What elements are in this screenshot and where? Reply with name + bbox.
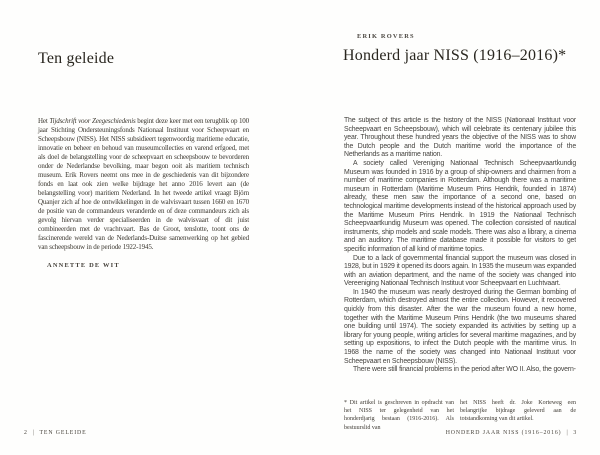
foreword-author: ANNETTE DE WIT bbox=[47, 262, 120, 269]
foreword-body-rest: begint deze keer met een terugblik op 100 jaar Stichting Ondersteuningsfonds Nationaal Instituut voor Scheepvaart en Scheepsbouw (NISS). Het NISS subsidieert tegenwoordig maritieme educatie, innovatie en beheer en behoud van museumcollecties en varend erfgoed, met als doel de belangstelling voor de scheepvaart en scheepsbouw te bevorderen onder de Nederlandse bevolking, maar begon ooit als maritiem technisch museum. Erik Rovers neemt ons mee in de geschiedenis van dit bijzondere fonds en laat ook zien welke bijdrage het anno 2016 levert aan (de belangstelling voor) maritiem Nederland. In het tweede artikel vraagt Björn Quanjer zich af hoe de ontwikkelingen in de walvisvaart tussen 1660 en 1670 de positie van de commandeurs veranderde en of deze commandeurs zich als gevolg hiervan verder specialiseerden in de walvisvaart of dit juist combineerden met de vrachtvaart. Bas de Groot, tenslotte, toont ons de fascinerende wereld van de Nederlands-Duitse samenwerking op het gebied van scheepsbouw in de periode 1922-1945. bbox=[38, 117, 249, 251]
foreword-title: Ten geleide bbox=[38, 50, 115, 67]
article-paragraph: The subject of this article is the history of the NISS (Nationaal Instituut voor Scheepvaart en Scheepsbouw), which will celebrate its centenary jubilee this year. Throughout these hundred years the objective of the NISS was to show the Dutch people and the Dutch maritime world the importance of the Netherlands as a maritime nation. bbox=[344, 117, 576, 159]
page-footer-left bbox=[24, 430, 87, 436]
article-paragraph: A society called Vereniging Nationaal Technisch Scheepvaartkundig Museum was founded in 1916 by a group of ship-owners and chairmen from a number of maritime companies in Rotterdam. Although there was a maritime museum in Rotterdam (Maritime Museum Prins Hendrik, founded in 1874) already, these men saw the importance of a second one, based on technological maritime developments instead of the historical approach used by the Maritime Museum Prins Hendrik. In 1919 the Nationaal Technisch Scheepvaartkundig Museum was opened. The collection consisted of nautical instruments, ship models and scale models. There was also a library, a cinema and an auditory. The maritime database made it possible for visitors to get specific information of all kind of maritime topics. bbox=[344, 159, 576, 253]
page-number-right: 3 bbox=[573, 430, 577, 436]
article-title: Honderd jaar NISS (1916–2016)* bbox=[343, 47, 567, 64]
footnote-column-2: het NISS heeft dr. Joke Korteweg een belangrijke bijdrage geleverd aan de totstandkoming van dit artikel. bbox=[460, 400, 576, 423]
journal-name-italic: Tijdschrift voor Zeegeschiedenis bbox=[49, 117, 136, 125]
page-number-left: 2 bbox=[24, 430, 28, 436]
article-body bbox=[344, 117, 576, 395]
footnote bbox=[344, 399, 576, 432]
footer-divider-left: | bbox=[32, 429, 35, 437]
article-author: ERIK ROVERS bbox=[357, 33, 415, 40]
foreword-body bbox=[38, 117, 249, 252]
running-title-right: HONDERD JAAR NISS (1916–2016) bbox=[445, 430, 562, 436]
article-paragraph: Due to a lack of governmental financial support the museum was closed in 1928, but in 1929 it opened its doors again. In 1935 the museum was expanded with an aviation department, and the name of the society was changed into Vereeniging Nationaal Technisch Instituut voor Scheepvaart en Luchtvaart. bbox=[344, 254, 576, 288]
page-right bbox=[300, 0, 600, 455]
article-paragraph: In 1940 the museum was nearly destroyed during the German bombing of Rotterdam, which destroyed almost the entire collection. However, it recovered quickly from this disaster. After the war the museum found a new home, together with the Maritime Museum Prins Hendrik (the two museums shared one building until 1974). The society expanded its activities by setting up a library for young people, writing articles for several maritime magazines, and by setting up expositions, to infect the Dutch people with the maritime virus. In 1968 the name of the society was changed into Nationaal Instituut voor Scheepvaart en Scheepsbouw (NISS). bbox=[344, 288, 576, 365]
footnote-column-1: * Dit artikel is geschreven in opdracht van het NISS ter gelegenheid van het honderdjarig bestaan (1916-2016). Als bestuurslid van bbox=[344, 400, 454, 431]
page-footer-right bbox=[446, 430, 577, 436]
foreword-body-lead: Het bbox=[38, 117, 50, 125]
running-title-left: TEN GELEIDE bbox=[39, 430, 87, 436]
footer-divider-right: | bbox=[566, 429, 569, 437]
article-paragraph: There were still financial problems in the period after WO II. Also, the govern- bbox=[353, 366, 576, 374]
